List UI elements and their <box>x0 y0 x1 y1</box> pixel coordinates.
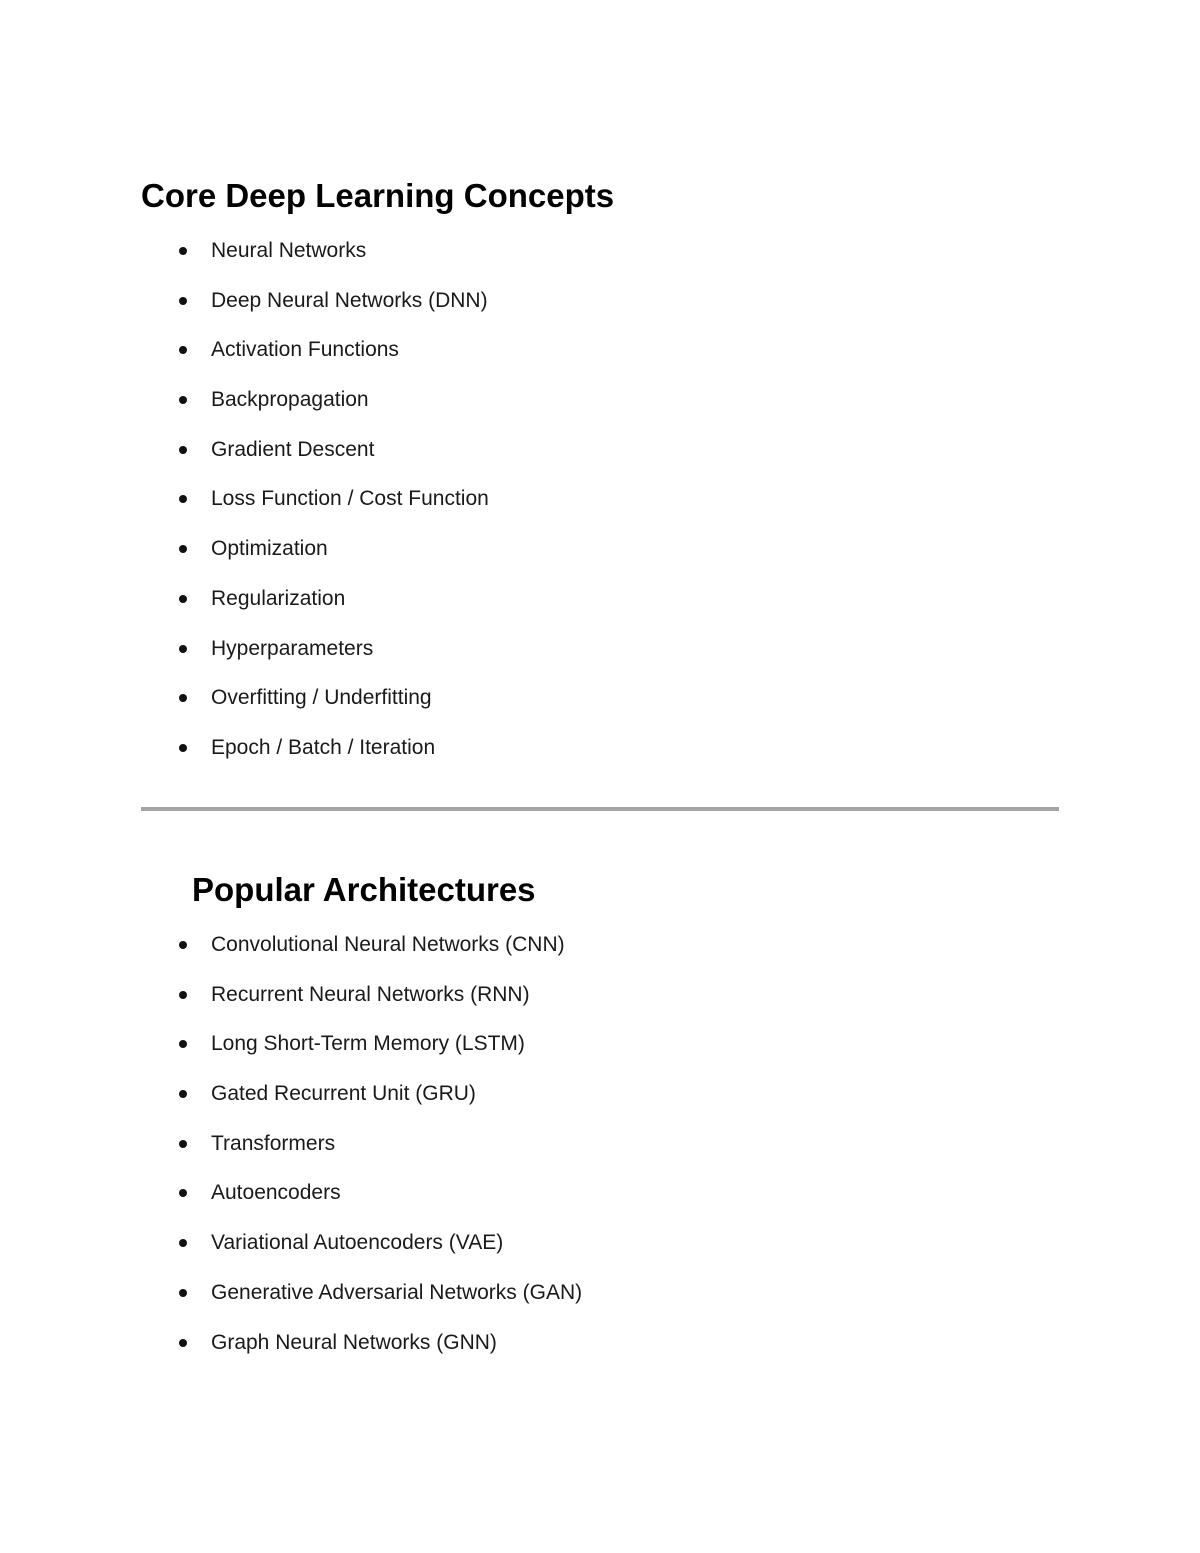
bullet-icon <box>179 991 187 999</box>
list-item-text: Backpropagation <box>211 388 369 412</box>
bullet-icon <box>179 1339 187 1347</box>
list-item-text: Autoencoders <box>211 1181 341 1205</box>
bullet-icon <box>179 1090 187 1098</box>
list-item-text: Long Short-Term Memory (LSTM) <box>211 1032 525 1056</box>
bullet-icon <box>179 645 187 653</box>
list-item-text: Deep Neural Networks (DNN) <box>211 288 488 312</box>
list-item-text: Generative Adversarial Networks (GAN) <box>211 1280 583 1304</box>
list-item-text: Loss Function / Cost Function <box>211 487 489 511</box>
section-divider <box>141 807 1059 811</box>
list-item-text: Gradient Descent <box>211 437 375 461</box>
list-item-text: Gated Recurrent Unit (GRU) <box>211 1082 476 1106</box>
bullet-icon <box>179 346 187 354</box>
bullet-icon <box>179 396 187 404</box>
list-item-text: Neural Networks <box>211 239 367 262</box>
list-item-text: Variational Autoencoders (VAE) <box>211 1231 504 1255</box>
bullet-icon <box>179 1189 187 1197</box>
bullet-icon <box>179 545 187 553</box>
bullet-icon <box>179 694 187 702</box>
bullet-icon <box>179 1040 187 1048</box>
bullet-icon <box>179 744 187 752</box>
bullet-icon <box>179 297 187 305</box>
list-item-text: Convolutional Neural Networks (CNN) <box>211 933 565 956</box>
list-item-text: Overfitting / Underfitting <box>211 686 432 710</box>
section-heading-architectures: Popular Architectures <box>192 871 536 908</box>
list-item-text: Recurrent Neural Networks (RNN) <box>211 982 530 1006</box>
bullet-icon <box>179 595 187 603</box>
list-item-text: Regularization <box>211 586 346 610</box>
list-item-text: Transformers <box>211 1131 336 1155</box>
bullet-icon <box>179 941 187 949</box>
list-item-text: Hyperparameters <box>211 636 374 660</box>
list-item-text: Epoch / Batch / Iteration <box>211 735 436 759</box>
list-item-text: Activation Functions <box>211 338 399 362</box>
bullet-icon <box>179 1140 187 1148</box>
bullet-icon <box>179 495 187 503</box>
bullet-icon <box>179 247 187 255</box>
bullet-icon <box>179 446 187 454</box>
bullet-icon <box>179 1289 187 1297</box>
bullet-icon <box>179 1239 187 1247</box>
list-item-text: Graph Neural Networks (GNN) <box>211 1330 497 1354</box>
section-heading-core-concepts: Core Deep Learning Concepts <box>141 177 615 214</box>
list-item-text: Optimization <box>211 537 328 561</box>
